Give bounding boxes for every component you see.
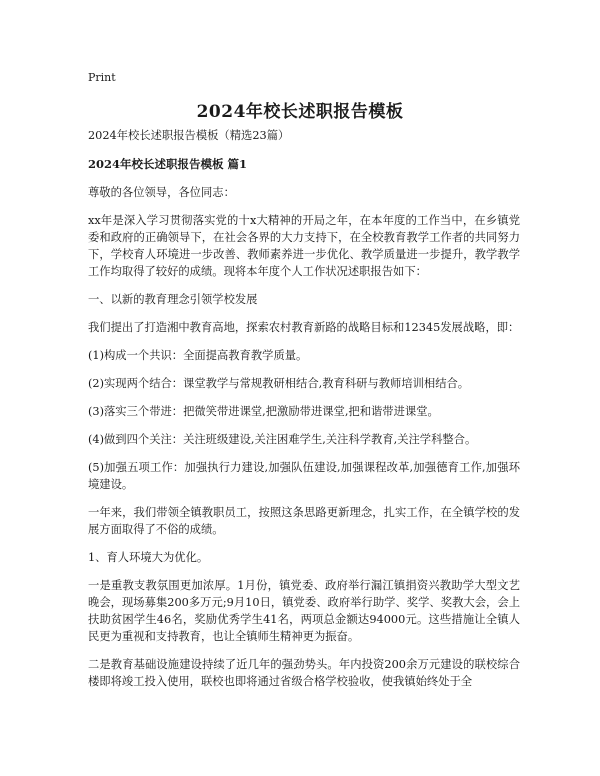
- document-title: 2024年校长述职报告模板: [196, 102, 404, 122]
- paragraph-salutation: 尊敬的各位领导，各位同志：: [88, 186, 235, 199]
- paragraph-item-2: (2)实现两个结合：课堂教学与常规教研相结合,教育科研与教师培训相结合。: [88, 377, 470, 390]
- paragraph-subheading-1: 1、育人环境大为优化。: [88, 551, 209, 564]
- paragraph-item-5: (5)加强五项工作：加强执行力建设,加强队伍建设,加强课程改革,加强德育工作,加强环境建设。: [88, 461, 520, 491]
- paragraph-item-3: (3)落实三个带进：把微笑带进课堂,把激励带进课堂,把和谐带进课堂。: [88, 405, 439, 418]
- section-heading: 2024年校长述职报告模板 篇1: [88, 157, 248, 171]
- paragraph-point-1: 一是重教支教氛围更加浓厚。1月份，镇党委、政府举行漏江镇捐资兴教助学大型文艺晚会，现场募集200多万元;9月10日，镇党委、政府举行助学、奖学、奖教大会，会上扶助贫困学生46名，奖励优秀学生41名，两项总金额达94000元。这些措施让全镇人民更为重视和支持教育，也让全镇师生精神更为振奋。: [88, 579, 520, 643]
- paragraph-summary: 一年来，我们带领全镇教职员工，按照这条思路更新理念，扎实工作，在全镇学校的发展方面取得了不俗的成绩。: [88, 506, 520, 536]
- paragraph-point-2: 二是教育基础设施建设持续了近几年的强劲势头。年内投资200余万元建设的联校综合楼即将竣工投入使用，联校也即将通过省级合格学校验收，使我镇始终处于全: [88, 658, 520, 688]
- document-subtitle: 2024年校长述职报告模板（精选23篇）: [88, 129, 290, 142]
- paragraph-strategy: 我们提出了打造湘中教育高地，探索农村教育新路的战略目标和12345发展战略，即：: [88, 321, 520, 334]
- document-body: [88, 127, 520, 701]
- paragraph-item-4: (4)做到四个关注：关注班级建设,关注困难学生,关注科学教育,关注学科整合。: [88, 433, 477, 446]
- paragraph-intro: xx年是深入学习贯彻落实党的十x大精神的开局之年，在本年度的工作当中，在乡镇党委和政府的正确领导下，在社会各界的大力支持下，在全校教育教学工作者的共同努力下，学校育人环境进一步改善、教师素养进一步优化、教学质量进一步提升，教学教学工作均取得了较好的成绩。现将本年度个人工作状况述职报告如下：: [88, 214, 520, 278]
- paragraph-heading-1: 一、以新的教育理念引领学校发展: [88, 293, 258, 306]
- paragraph-item-1: (1)构成一个共识：全面提高教育教学质量。: [88, 349, 308, 362]
- print-label[interactable]: Print: [88, 71, 116, 84]
